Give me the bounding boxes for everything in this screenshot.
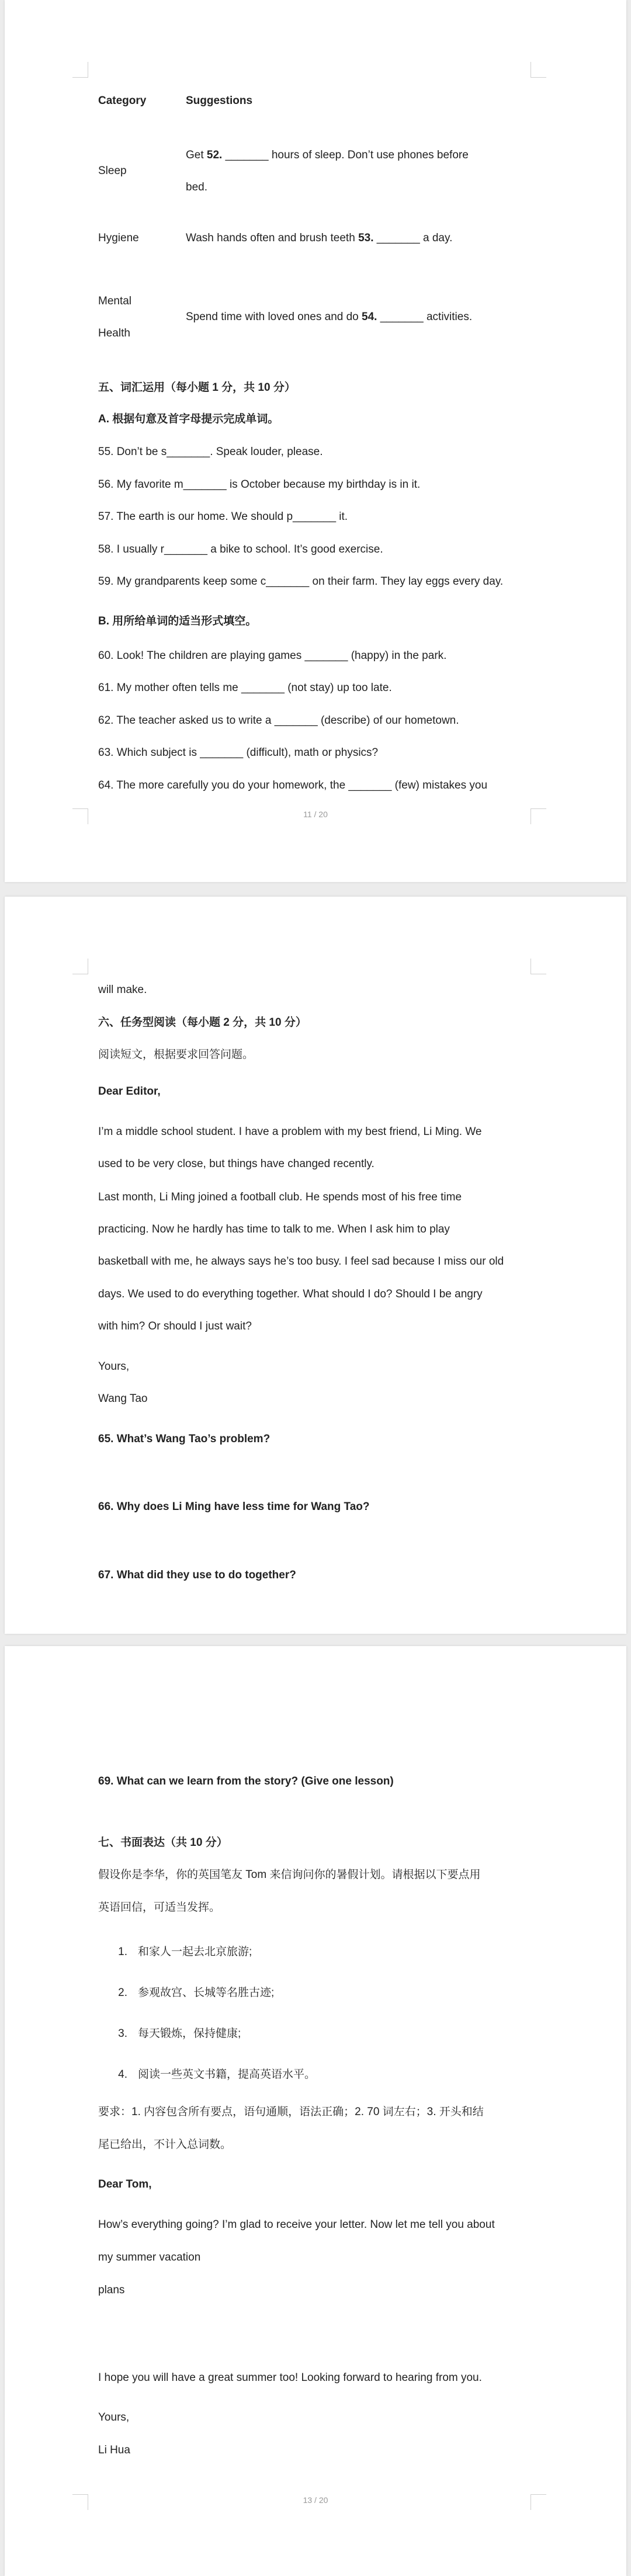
section-7-title: 七、书面表达（共 10 分） — [98, 1836, 228, 1849]
question-56: 56. My favorite m_______ is October because my birthday is in it. — [98, 478, 421, 491]
point-item: 4. 阅读一些英文书籍，提高英语水平。 — [118, 2068, 316, 2081]
requirement-line: 尾已给出，不计入总词数。 — [98, 2138, 232, 2151]
point-item: 1. 和家人一起去北京旅游; — [118, 1946, 252, 1958]
corner-mark — [531, 959, 546, 974]
table-row — [98, 285, 566, 349]
letter-line: plans — [98, 2284, 125, 2296]
question-67: 67. What did they use to do together? — [98, 1569, 296, 1581]
suggestion-cell: Spend time with loved ones and do 54. _______ activities. — [186, 311, 473, 323]
part-a-title: A. 根据句意及首字母提示完成单词。 — [98, 413, 279, 425]
letter-end: I hope you will have a great summer too! Looking forward to hearing from you. — [98, 2372, 482, 2384]
category-cell: Sleep — [98, 165, 127, 177]
prompt-line: 英语回信，可适当发挥。 — [98, 1901, 221, 1914]
corner-mark — [72, 62, 88, 78]
continuation-text: will make. — [98, 984, 147, 996]
question-59: 59. My grandparents keep some c_______ on their farm. They lay eggs every day. — [98, 575, 504, 588]
question-61: 61. My mother often tells me _______ (not stay) up too late. — [98, 682, 392, 694]
page-12 — [5, 897, 626, 1634]
letter-salutation: Dear Tom, — [98, 2178, 152, 2190]
question-58: 58. I usually r_______ a bike to school. It’s good exercise. — [98, 543, 383, 556]
suggestion-cell: Get 52. _______ hours of sleep. Don’t use phones before bed. — [186, 149, 469, 193]
section-5-title: 五、词汇运用（每小题 1 分，共 10 分） — [98, 381, 296, 394]
letter-body-line: basketball with me, he always says he’s too busy. I feel sad because I miss our old — [98, 1255, 504, 1268]
header-suggestions: Suggestions — [186, 95, 253, 107]
letter-body-line: with him? Or should I just wait? — [98, 1320, 252, 1332]
letter-line: How’s everything going? I’m glad to receive your letter. Now let me tell you about — [98, 2219, 495, 2231]
prompt-line: 假设你是李华，你的英国笔友 Tom 来信询问你的暑假计划。请根据以下要点用 — [98, 1869, 481, 1881]
question-57: 57. The earth is our home. We should p_______ it. — [98, 511, 348, 523]
question-60: 60. Look! The children are playing games _______ (happy) in the park. — [98, 650, 447, 662]
letter-closing: Yours, — [98, 1360, 130, 1373]
requirement-line: 要求：1. 内容包含所有要点，语句通顺，语法正确；2. 70 词左右；3. 开头和结 — [98, 2106, 484, 2118]
header-category: Category — [98, 95, 147, 107]
letter-body-line: Last month, Li Ming joined a football club. He spends most of his free time — [98, 1191, 462, 1203]
letter-signature: Li Hua — [98, 2444, 130, 2456]
question-64: 64. The more carefully you do your homework, the _______ (few) mistakes you — [98, 779, 488, 791]
letter-salutation: Dear Editor, — [98, 1085, 161, 1098]
letter-body-line: days. We used to do everything together. What should I do? Should I be angry — [98, 1288, 483, 1300]
category-cell: Mental Health — [98, 295, 132, 339]
section-6-title: 六、任务型阅读（每小题 2 分，共 10 分） — [98, 1016, 307, 1029]
page-11 — [5, 0, 626, 882]
table-row — [98, 222, 566, 254]
question-63: 63. Which subject is _______ (difficult), math or physics? — [98, 747, 379, 759]
question-65: 65. What’s Wang Tao’s problem? — [98, 1433, 271, 1445]
category-cell: Hygiene — [98, 232, 139, 244]
letter-body-line: I’m a middle school student. I have a problem with my best friend, Li Ming. We — [98, 1126, 482, 1138]
letter-closing: Yours, — [98, 2411, 130, 2424]
table-header — [98, 95, 566, 118]
suggestion-cell: Wash hands often and brush teeth 53. _______ a day. — [186, 232, 453, 244]
instruction-text: 阅读短文，根据要求回答问题。 — [98, 1049, 254, 1061]
corner-mark — [72, 959, 88, 974]
corner-mark — [531, 62, 546, 78]
question-62: 62. The teacher asked us to write a _______ (describe) of our hometown. — [98, 714, 459, 727]
page-13 — [5, 1646, 626, 2576]
question-55: 55. Don’t be s_______. Speak louder, please. — [98, 446, 323, 458]
page-number: 11 / 20 — [303, 810, 328, 819]
question-66: 66. Why does Li Ming have less time for Wang Tao? — [98, 1501, 370, 1513]
point-item: 3. 每天锻炼，保持健康; — [118, 2028, 241, 2040]
part-b-title: B. 用所给单词的适当形式填空。 — [98, 615, 257, 627]
question-69: 69. What can we learn from the story? (Give one lesson) — [98, 1775, 394, 1787]
table-row — [98, 139, 566, 203]
letter-signature: Wang Tao — [98, 1393, 148, 1405]
point-item: 2. 参观故宫、长城等名胜古迹; — [118, 1987, 275, 1999]
letter-body-line: practicing. Now he hardly has time to talk to me. When I ask him to play — [98, 1223, 450, 1235]
page-number: 13 / 20 — [303, 2495, 328, 2505]
letter-body-line: used to be very close, but things have changed recently. — [98, 1158, 375, 1170]
letter-line: my summer vacation — [98, 2251, 201, 2263]
